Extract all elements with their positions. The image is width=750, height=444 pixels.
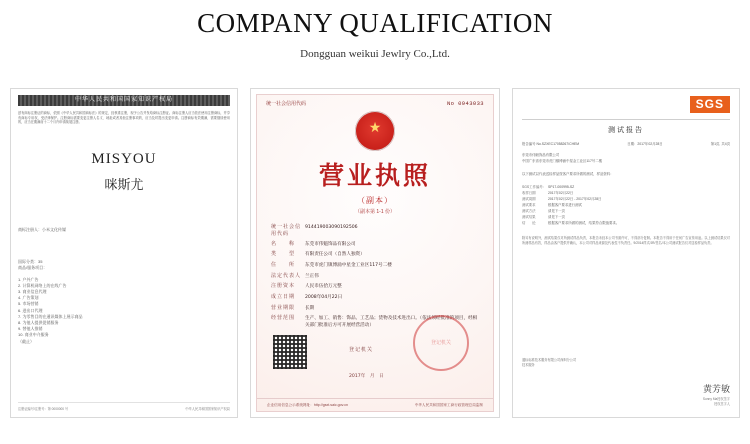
sgs-disclaimer: 除另有说明外，测试结果仅对所测试样品负责，本报告未经本公司书面许可，不得部分复制。本报告不得用于任何广告宣传用途。以上测试结果仅对所测样品有效，样品由客户提供并确认，本公司对样品来源及代表性不负责任。9/2014样式/JR/签名/本公司测试报告仅对送检样品负责。 (522, 236, 730, 246)
license-field-value: 有限责任公司（自然人独资） (305, 252, 365, 258)
divider (522, 119, 730, 120)
license-field-label: 类 型 (271, 251, 296, 258)
license-field-value: 914419003090192506 (305, 225, 358, 230)
list-item: 8. 为他人提供促销服务 (18, 320, 59, 326)
license-footer-right: 中华人民共和国国家工商行政管理总局监制 (414, 402, 483, 407)
list-item: 5. 市场营销 (18, 301, 39, 307)
license-footer (257, 398, 493, 411)
table-cell-key: 测试周期 (522, 197, 536, 202)
list-item: 10. 商业中介服务 (18, 332, 49, 338)
sgs-report-page: 第1页, 共4页 (710, 142, 730, 146)
trademark-footer-right: 中华人民共和国国家知识产权局 (185, 407, 230, 411)
license-field-row (271, 262, 479, 269)
certificates-row (0, 88, 750, 418)
page-header (0, 0, 750, 60)
license-field-label: 住 所 (271, 261, 296, 268)
license-field-value: 生产、加工、销售：饰品、工艺品；货物及技术进出口。（依法须经批准的项目，经相关部门批准后方可开展经营活动） (305, 316, 478, 328)
table-cell-key: 测试方法 (522, 209, 536, 214)
sgs-signature-area (522, 358, 730, 407)
applicant-name: 东莞市伟魁饰品有限公司 (522, 153, 560, 157)
business-license-inner-frame (256, 94, 494, 412)
sgs-report-number: 报告编号 No.SZXEC17058267/CHEM (522, 142, 580, 146)
license-copy-note: （副本第 1-1 份） (354, 209, 395, 215)
brand-name-en: MISYOU (91, 150, 157, 167)
list-item: 9. 替他人推销 (18, 326, 43, 332)
license-topbar (257, 95, 493, 107)
license-field-value: 东莞市虎门镇博涌中星金工业区117号二楼 (305, 262, 392, 268)
license-code-label: 统一社会信用代码 (266, 101, 307, 107)
trademark-certificate (10, 88, 238, 418)
sgs-report-meta (522, 141, 730, 146)
license-fields (271, 224, 479, 329)
table-cell-key: SGS工作编号： (522, 185, 547, 190)
list-item: （截止） (18, 338, 34, 344)
table-cell-value: 根据客户要求所做的测试，结果符合限值要求。 (548, 221, 620, 226)
table-cell-value: 根据客户要求进行测试 (548, 203, 582, 208)
list-item: 2. 计算机网络上的在线广告 (18, 282, 67, 288)
license-field-row (271, 251, 479, 258)
license-field-value: 人民币伍拾万元整 (305, 284, 342, 290)
trademark-owner: 商标注册人：小米文化传媒 (18, 226, 66, 232)
sgs-detail-table (522, 185, 730, 227)
sgs-header (522, 96, 730, 113)
trademark-class: 国际分类：35 (18, 258, 43, 264)
license-field-label: 经营范围 (271, 315, 296, 322)
license-serial: No 0943033 (446, 100, 484, 107)
sgs-footer-note: 通标标准技术服务有限公司深圳分公司 技术服务 (522, 358, 577, 368)
registration-authority-label: 登记机关 (349, 347, 374, 353)
license-field-row (271, 224, 479, 237)
license-field-label: 注册资本 (271, 283, 296, 290)
trademark-services-label: 商品/服务项目： (18, 265, 48, 271)
license-subtitle: （副本） (357, 196, 393, 205)
list-item: 4. 广告策划 (18, 295, 39, 301)
sgs-sample-intro: 以下测试以代表送检样品按客户要求所做的测试，样品资料： (522, 171, 614, 176)
trademark-footer-left: 注册证编号/注册号：第 0000000 号 (18, 407, 69, 411)
national-emblem-icon (355, 111, 395, 151)
license-field-row (271, 273, 479, 280)
list-item: 7. 为零售目的在通讯媒体上展示商品 (18, 313, 83, 319)
license-field-label: 营业期限 (271, 304, 296, 311)
table-cell-value: 请见下一页 (548, 209, 565, 214)
brand-name-cn: 咪斯尤 (104, 177, 144, 193)
trademark-service-list (18, 277, 230, 345)
table-cell-key: 测试要求 (522, 203, 536, 208)
business-license-certificate (250, 88, 500, 418)
table-cell-key: 收样日期 (522, 191, 536, 196)
license-field-value: 长期 (305, 305, 315, 311)
signature: 黄芳敏 (702, 385, 730, 396)
sgs-report-date: 日期：2017年02月28日 (627, 142, 663, 146)
license-field-value: 兰正伟 (305, 273, 319, 279)
list-item: 1. 户外广告 (18, 276, 39, 282)
table-row (522, 221, 730, 227)
license-footer-left: 企业信用信息公示系统网址：http://gsxt.saic.gov.cn (267, 402, 349, 407)
sgs-report-certificate (512, 88, 740, 418)
table-cell-value: 2017年02月22日 (548, 191, 574, 196)
table-cell-key: 结 论 (522, 221, 536, 226)
page-title: COMPANY QUALIFICATION (197, 8, 553, 38)
license-field-row (271, 283, 479, 290)
sgs-applicant (522, 153, 730, 165)
list-item: 6. 进出口代理 (18, 307, 43, 313)
trademark-brand (18, 151, 230, 193)
table-cell-value: 2017年02月22日 - 2017年02月28日 (548, 197, 602, 202)
license-field-label: 统一社会信用代码 (271, 224, 302, 237)
company-name: Dongguan weikui Jewlry Co.,Ltd. (300, 48, 450, 60)
signature-line: Sunny Ma授权签字 授权签字人 (702, 397, 730, 407)
official-seal-icon: 登记机关 (413, 315, 469, 371)
license-field-value: 2008年04月22日 (305, 294, 343, 300)
license-field-label: 名 称 (271, 240, 296, 247)
table-cell-value: 请见下一页 (548, 215, 565, 220)
table-cell-value: SP17-000995-SZ (548, 185, 575, 190)
trademark-body-text: 兹有商标注册证的商标，依照《中华人民共和国商标法》的规定，经核准注册，现予公告并发给商标注册证。商标注册人应当依法使用注册商标，并享有商标专用权，受法律保护。注册商标需要变更注册人名义、地址或者其他注册事项的，应当及时提出变更申请。注册商标有效期满，需要继续使用的，应当在期满前十二个月内申请续展注册。 (18, 111, 230, 125)
applicant-address: 中国广东省东莞市虎门镇博涌中星金工业区117号二楼 (522, 158, 602, 163)
license-title: 营业执照 (318, 161, 431, 190)
sgs-report-title: 测试报告 (608, 126, 644, 134)
license-field-row (271, 241, 479, 248)
table-cell-key: 测试结果 (522, 215, 536, 220)
list-item: 3. 商业信息代理 (18, 289, 47, 295)
license-field-label: 法定代表人 (271, 272, 302, 279)
sgs-logo-icon: SGS (690, 96, 730, 113)
trademark-footer (18, 402, 230, 411)
trademark-class-rows (18, 259, 230, 272)
license-issue-date: 2017年 月 日 (349, 374, 384, 379)
license-field-value: 东莞市伟魁饰品有限公司 (305, 241, 356, 247)
trademark-banner: 中华人民共和国国家知识产权局 (18, 95, 230, 106)
qr-code-icon (273, 335, 307, 369)
license-field-label: 成立日期 (271, 293, 296, 300)
license-field-row (271, 294, 479, 301)
license-field-row (271, 305, 479, 312)
